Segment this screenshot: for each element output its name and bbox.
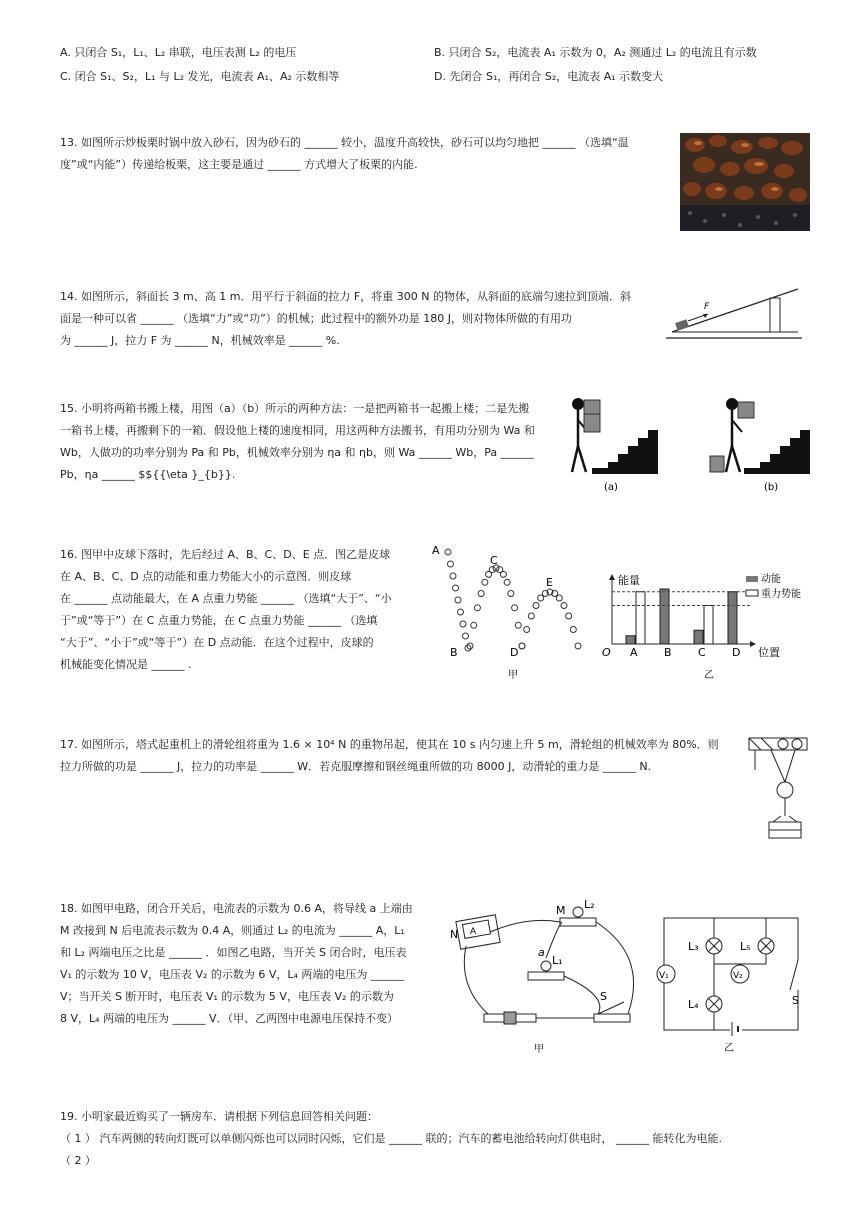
bar-potential-c <box>704 606 713 645</box>
ball-dot <box>533 603 539 609</box>
category-label-c: C <box>698 646 706 659</box>
question-15 <box>60 398 535 486</box>
ball-dot <box>489 567 495 573</box>
q14-line: 14. 如图所示，斜面长 3 m、高 1 m．用平行于斜面的拉力 F，将重 300 N 的物体，从斜面的底端匀速拉到顶端．斜 <box>60 290 631 303</box>
q19-line: 19. 小明家最近购买了一辆房车．请根据下列信息回答相关问题： <box>60 1110 378 1123</box>
voltmeter-v2-label: V₂ <box>733 971 743 981</box>
bar-kinetic-d <box>728 592 737 644</box>
q16-line: 在 ______ 点动能最大，在 A 点重力势能 ______ （选填“大于”、“小 <box>60 592 392 605</box>
chart-xlabel: 位置 <box>758 646 780 659</box>
circuit-figure-jia <box>448 896 644 1058</box>
category-label-b: B <box>664 646 672 659</box>
ball-dot <box>528 613 534 619</box>
figure-b-carry-one <box>706 392 814 494</box>
q16-line: 于”或“等于”）在 C 点重力势能，在 C 点重力势能 ______ （选填 <box>60 614 378 627</box>
q15-line: Pb，ηa ______ $${{\eta }_{b}}. <box>60 468 236 481</box>
q16-line: “大于”、“小于”或“等于”）在 D 点动能．在这个过程中，皮球的 <box>60 636 374 649</box>
lamp-l1-label: L₁ <box>552 954 563 967</box>
lamp-l2-label: L₂ <box>584 898 595 911</box>
switch-s-label: S <box>792 994 799 1007</box>
q12-option-a: A. 只闭合 S₁，L₁、L₂ 串联，电压表测 L₂ 的电压 <box>60 46 297 59</box>
q18-line: 18. 如图甲电路，闭合开关后，电流表的示数为 0.6 A，将导线 a 上端由 <box>60 902 413 915</box>
q15-line: Wb，人做功的功率分别为 Pa 和 Pb，机械效率分别为 ηa 和 ηb，则 Wa ______ Wb，Pa ______ <box>60 446 534 459</box>
q19-line: （ 1 ） 汽车两侧的转向灯既可以单侧闪烁也可以同时闪烁，它们是 ______ 联的；汽车的蓄电池给转向灯供电时， ______ 能转化为电能. <box>60 1132 722 1145</box>
q18-line: V；当开关 S 断开时，电压表 V₁ 的示数为 5 V，电压表 V₂ 的示数为 <box>60 990 394 1003</box>
q16-line: 16. 图甲中皮球下落时，先后经过 A、B、C、D、E 点．图乙是皮球 <box>60 548 391 561</box>
q15-line: 15. 小明将两箱书搬上楼，用图（a）（b）所示的两种方法：一是把两箱书一起搬上楼；二是先搬 <box>60 402 530 415</box>
ball-dot <box>556 595 562 601</box>
voltmeter-v1-label: V₁ <box>659 971 669 981</box>
ball-dot <box>512 605 518 611</box>
ball-dot <box>482 579 488 585</box>
question-16 <box>60 544 392 676</box>
legend-kinetic-swatch <box>746 576 758 582</box>
ball-dot <box>455 597 461 603</box>
ball-dot <box>508 590 514 596</box>
point-a-label: A <box>432 544 440 557</box>
fig-jia-caption: 甲 <box>534 1044 544 1055</box>
ball-dot <box>445 549 451 555</box>
energy-bar-chart <box>600 566 815 682</box>
ball-dot <box>478 590 484 596</box>
ball-dot <box>538 595 544 601</box>
ball-dot <box>463 633 469 639</box>
terminal-m-label: M <box>556 904 566 917</box>
q19-line: （ 2 ） <box>60 1154 96 1167</box>
question-18 <box>60 898 413 1030</box>
ball-dot <box>471 622 477 628</box>
switch-s-label: S <box>600 990 607 1003</box>
q16-line: 机械能变化情况是 ______ . <box>60 658 192 671</box>
ball-dot <box>566 613 572 619</box>
category-label-a: A <box>630 646 638 659</box>
lamp-l5-label: L₅ <box>740 940 751 953</box>
legend-potential: 重力势能 <box>761 589 801 600</box>
bouncing-ball-figure <box>430 540 600 682</box>
ball-dot <box>561 603 567 609</box>
question-14 <box>60 286 631 352</box>
q14-line: 为 ______ J，拉力 F 为 ______ N，机械效率是 ______ %. <box>60 334 340 347</box>
point-d-label: D <box>510 646 519 659</box>
fig-yi-caption: 乙 <box>704 670 714 681</box>
q13-line: 13. 如图所示炒板栗时锅中放入砂石，因为砂石的 ______ 较小，温度升高较快，砂石可以均匀地把 ______ （选填“温 <box>60 136 629 149</box>
q12-option-c: C. 闭合 S₁、S₂，L₁ 与 L₂ 发光，电流表 A₁、A₂ 示数相等 <box>60 70 340 83</box>
q15-line: 一箱书上楼，再搬剩下的一箱．假设他上楼的速度相同，用这两种方法搬书，有用功分别为 Wa 和 <box>60 424 535 437</box>
circuit-figure-yi <box>654 908 804 1054</box>
q12-option-b: B. 只闭合 S₂，电流表 A₁ 示数为 0，A₂ 测通过 L₂ 的电流且有示数 <box>434 46 757 59</box>
ball-dot <box>570 627 576 633</box>
chart-origin: O <box>602 646 611 659</box>
question-17 <box>60 734 719 778</box>
bar-kinetic-c <box>694 630 703 644</box>
fig-yi-caption: 乙 <box>724 1043 734 1054</box>
chestnut-photo <box>680 133 810 231</box>
point-b-label: B <box>450 646 458 659</box>
q16-line: 在 A、B、C、D 点的动能和重力势能大小的示意图．则皮球 <box>60 570 352 583</box>
ball-dot <box>524 627 530 633</box>
legend-kinetic: 动能 <box>761 574 781 585</box>
terminal-n-label: N <box>450 928 459 941</box>
wire-a-label: a <box>538 946 545 959</box>
lamp-l3-label: L₃ <box>688 940 699 953</box>
q14-line: 面是一种可以省 ______ （选填“力”或“功”）的机械；此过程中的额外功是 180 J，则对物体所做的有用功 <box>60 312 573 325</box>
ball-dot <box>519 643 525 649</box>
ball-dot <box>575 643 581 649</box>
point-c-label: C <box>490 554 498 567</box>
point-e-label: E <box>546 576 553 589</box>
q18-line: 和 L₂ 两端电压之比是 ______ ．如图乙电路，当开关 S 闭合时，电压表 <box>60 946 407 959</box>
bar-potential-a <box>636 592 645 644</box>
label-a: (a) <box>604 482 618 493</box>
bar-kinetic-a <box>626 636 635 644</box>
question-19 <box>60 1106 722 1172</box>
force-label: F <box>704 302 710 312</box>
ammeter-label: A <box>470 927 477 937</box>
q17-line: 拉力所做的功是 ______ J，拉力的功率是 ______ W．若克服摩擦和钢丝绳重所做的功 8000 J，动滑轮的重力是 ______ N. <box>60 760 652 773</box>
chart-ylabel: 能量 <box>618 574 640 587</box>
lamp-l4-label: L₄ <box>688 998 699 1011</box>
q18-line: 8 V，L₄ 两端的电压为 ______ V．（甲、乙两图中电源电压保持不变） <box>60 1012 399 1025</box>
ball-dot <box>515 622 521 628</box>
fig-jia-caption: 甲 <box>508 670 518 681</box>
figure-a-carry-two <box>562 392 662 494</box>
crane-pulley-figure <box>745 730 811 842</box>
legend-potential-swatch <box>746 590 758 596</box>
q17-line: 17. 如图所示，塔式起重机上的滑轮组将重为 1.6 × 10⁴ N 的重物吊起，使其在 10 s 内匀速上升 5 m，滑轮组的机械效率为 80%．则 <box>60 738 719 751</box>
label-b: (b) <box>764 482 779 493</box>
incline-figure <box>664 283 804 343</box>
ball-dot <box>460 621 466 627</box>
q12-option-d: D. 先闭合 S₁，再闭合 S₂，电流表 A₁ 示数变大 <box>434 70 664 83</box>
ball-dot <box>474 605 480 611</box>
bar-kinetic-b <box>660 589 669 644</box>
question-13 <box>60 132 629 176</box>
q18-line: V₁ 的示数为 10 V，电压表 V₂ 的示数为 6 V，L₄ 两端的电压为 ______ <box>60 968 404 981</box>
ball-dot <box>453 585 459 591</box>
ball-dot <box>450 573 456 579</box>
ball-dot <box>458 609 464 615</box>
ball-dot <box>504 579 510 585</box>
ball-dot <box>500 571 506 577</box>
category-label-d: D <box>732 646 741 659</box>
q18-line: M 改接到 N 后电流表示数为 0.4 A，则通过 L₂ 的电流为 ______ A，L₁ <box>60 924 405 937</box>
ball-dot <box>448 561 454 567</box>
q13-line: 度”或“内能”）传递给板栗，这主要是通过 ______ 方式增大了板栗的内能. <box>60 158 418 171</box>
